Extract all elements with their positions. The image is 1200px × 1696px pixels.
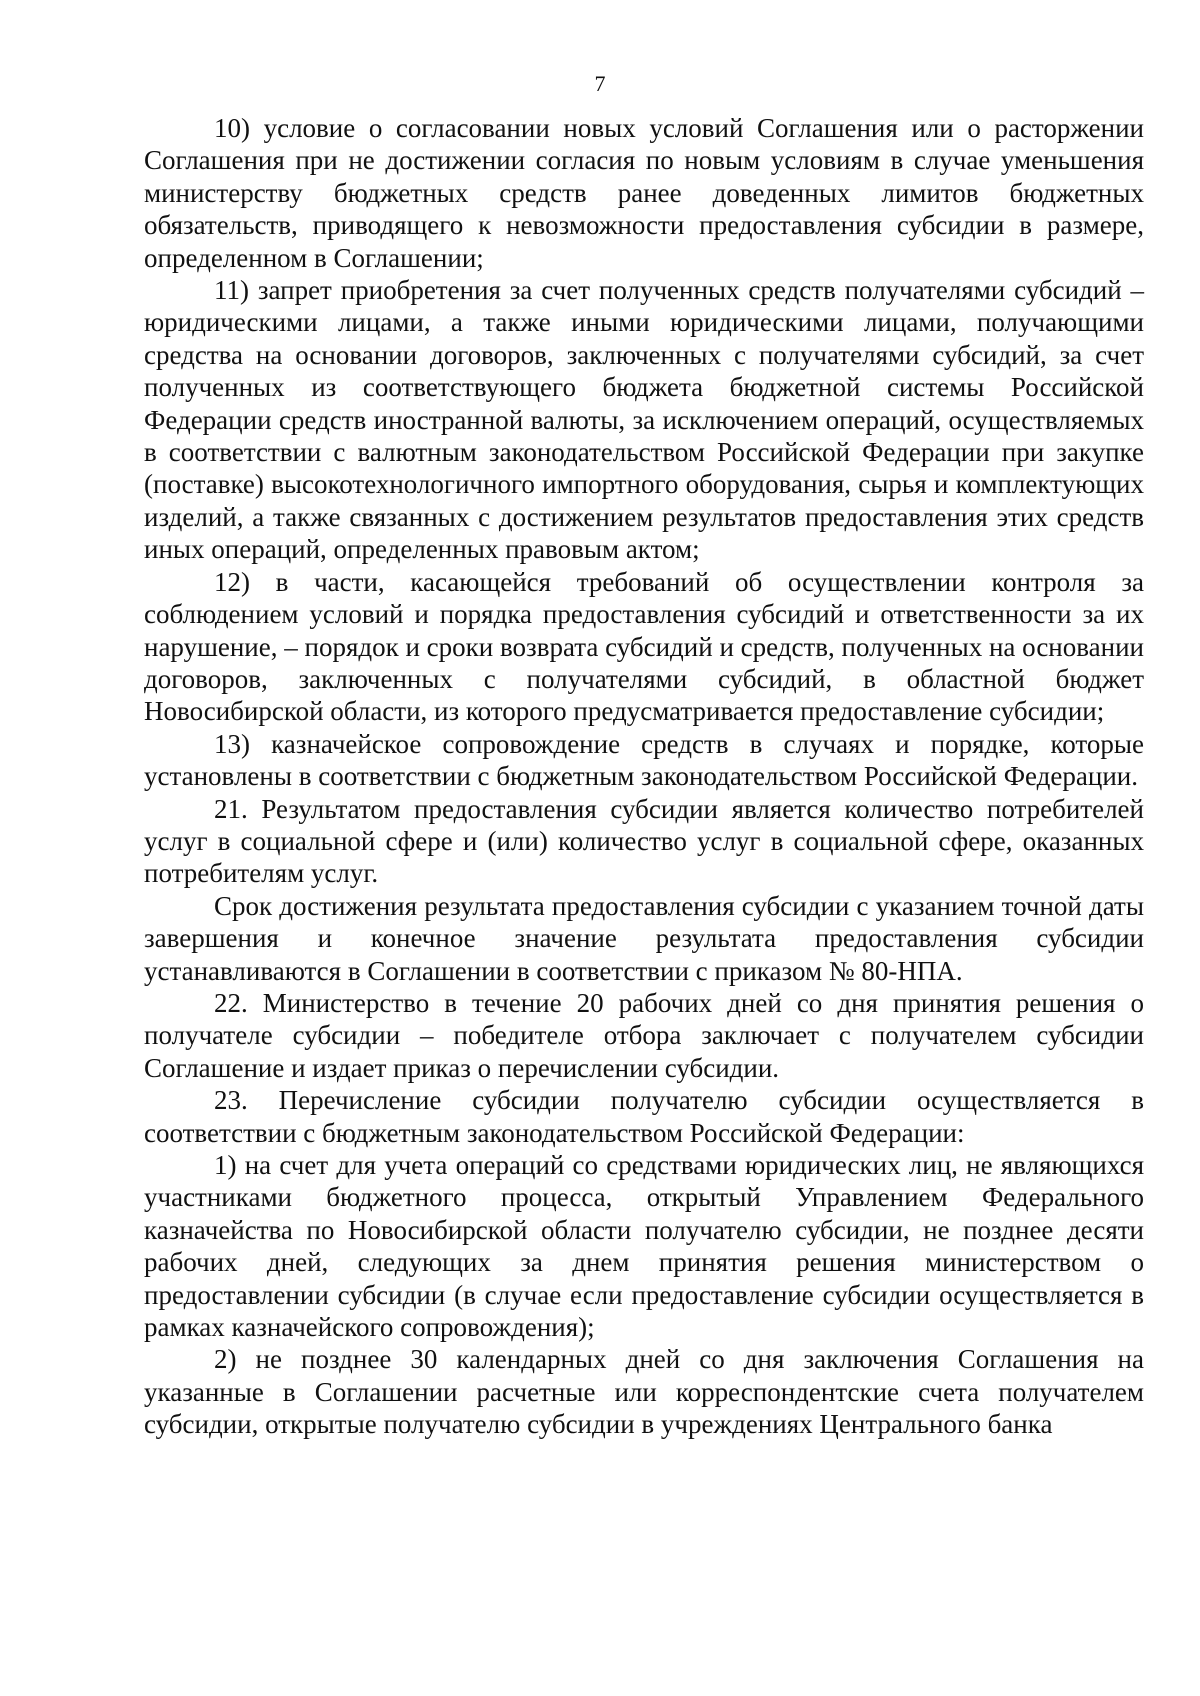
paragraph-clause-22: 22. Министерство в течение 20 рабочих дней со дня принятия решения о получателе субсидии – победителе отбора заключает с получателем субсидии Соглашение и издает приказ о перечислении субсидии. bbox=[144, 987, 1144, 1083]
paragraph-item-11: 11) запрет приобретения за счет полученных средств получателями субсидий – юридическими лицами, а также иными юридическими лицами, получающими средства на основании договоров, заключенных с получателями субсидий, за счет полученных из соответствующего бюджета бюджетной системы Российской Федерации средств иностранной валюты, за исключением операций, осуществляемых в соответствии с валютным законодательством Российской Федерации при закупке (поставке) высокотехнологичного импортного оборудования, сырья и комплектующих изделий, а также связанных с достижением результатов предоставления этих средств иных операций, определенных правовым актом; bbox=[144, 275, 1144, 565]
paragraph-result-deadline: Срок достижения результата предоставления субсидии с указанием точной даты завершения и конечное значение результата предоставления субсидии устанавливаются в Соглашении в соответствии с приказом № 80-НПА. bbox=[144, 890, 1144, 986]
paragraph-clause-23: 23. Перечисление субсидии получателю субсидии осуществляется в соответствии с бюджетным законодательством Российской Федерации: bbox=[144, 1085, 1144, 1148]
paragraph-subitem-1: 1) на счет для учета операций со средствами юридических лиц, не являющихся участниками бюджетного процесса, открытый Управлением Федерального казначейства по Новосибирской области получателю субсидии, не позднее десяти рабочих дней, следующих за днем принятия решения министерством о предоставлении субсидии (в случае если предоставление субсидии осуществляется в рамках казначейского сопровождения); bbox=[144, 1150, 1144, 1343]
paragraph-clause-21: 21. Результатом предоставления субсидии является количество потребителей услуг в социальной сфере и (или) количество услуг в социальной сфере, оказанных потребителям услуг. bbox=[144, 793, 1144, 889]
page-number: 7 bbox=[594, 71, 606, 96]
paragraph-item-10: 10) условие о согласовании новых условий Соглашения или о расторжении Соглашения при не достижении согласия по новым условиям в случае уменьшения министерству бюджетных средств ранее доведенных лимитов бюджетных обязательств, приводящего к невозможности предоставления субсидии в размере, определенном в Соглашении; bbox=[144, 113, 1144, 273]
paragraph-subitem-2: 2) не позднее 30 календарных дней со дня заключения Соглашения на указанные в Соглашении расчетные или корреспондентские счета получателем субсидии, открытые получателю субсидии в учреждениях Центрального банка bbox=[144, 1344, 1144, 1440]
document-body bbox=[144, 112, 1144, 1441]
paragraph-item-12: 12) в части, касающейся требований об осуществлении контроля за соблюдением условий и порядка предоставления субсидий и ответственности за их нарушение, – порядок и сроки возврата субсидий и средств, полученных на основании договоров, заключенных с получателями субсидий, в областной бюджет Новосибирской области, из которого предусматривается предоставление субсидии; bbox=[144, 566, 1144, 727]
paragraph-item-13: 13) казначейское сопровождение средств в случаях и порядке, которые установлены в соответствии с бюджетным законодательством Российской Федерации. bbox=[144, 728, 1144, 792]
